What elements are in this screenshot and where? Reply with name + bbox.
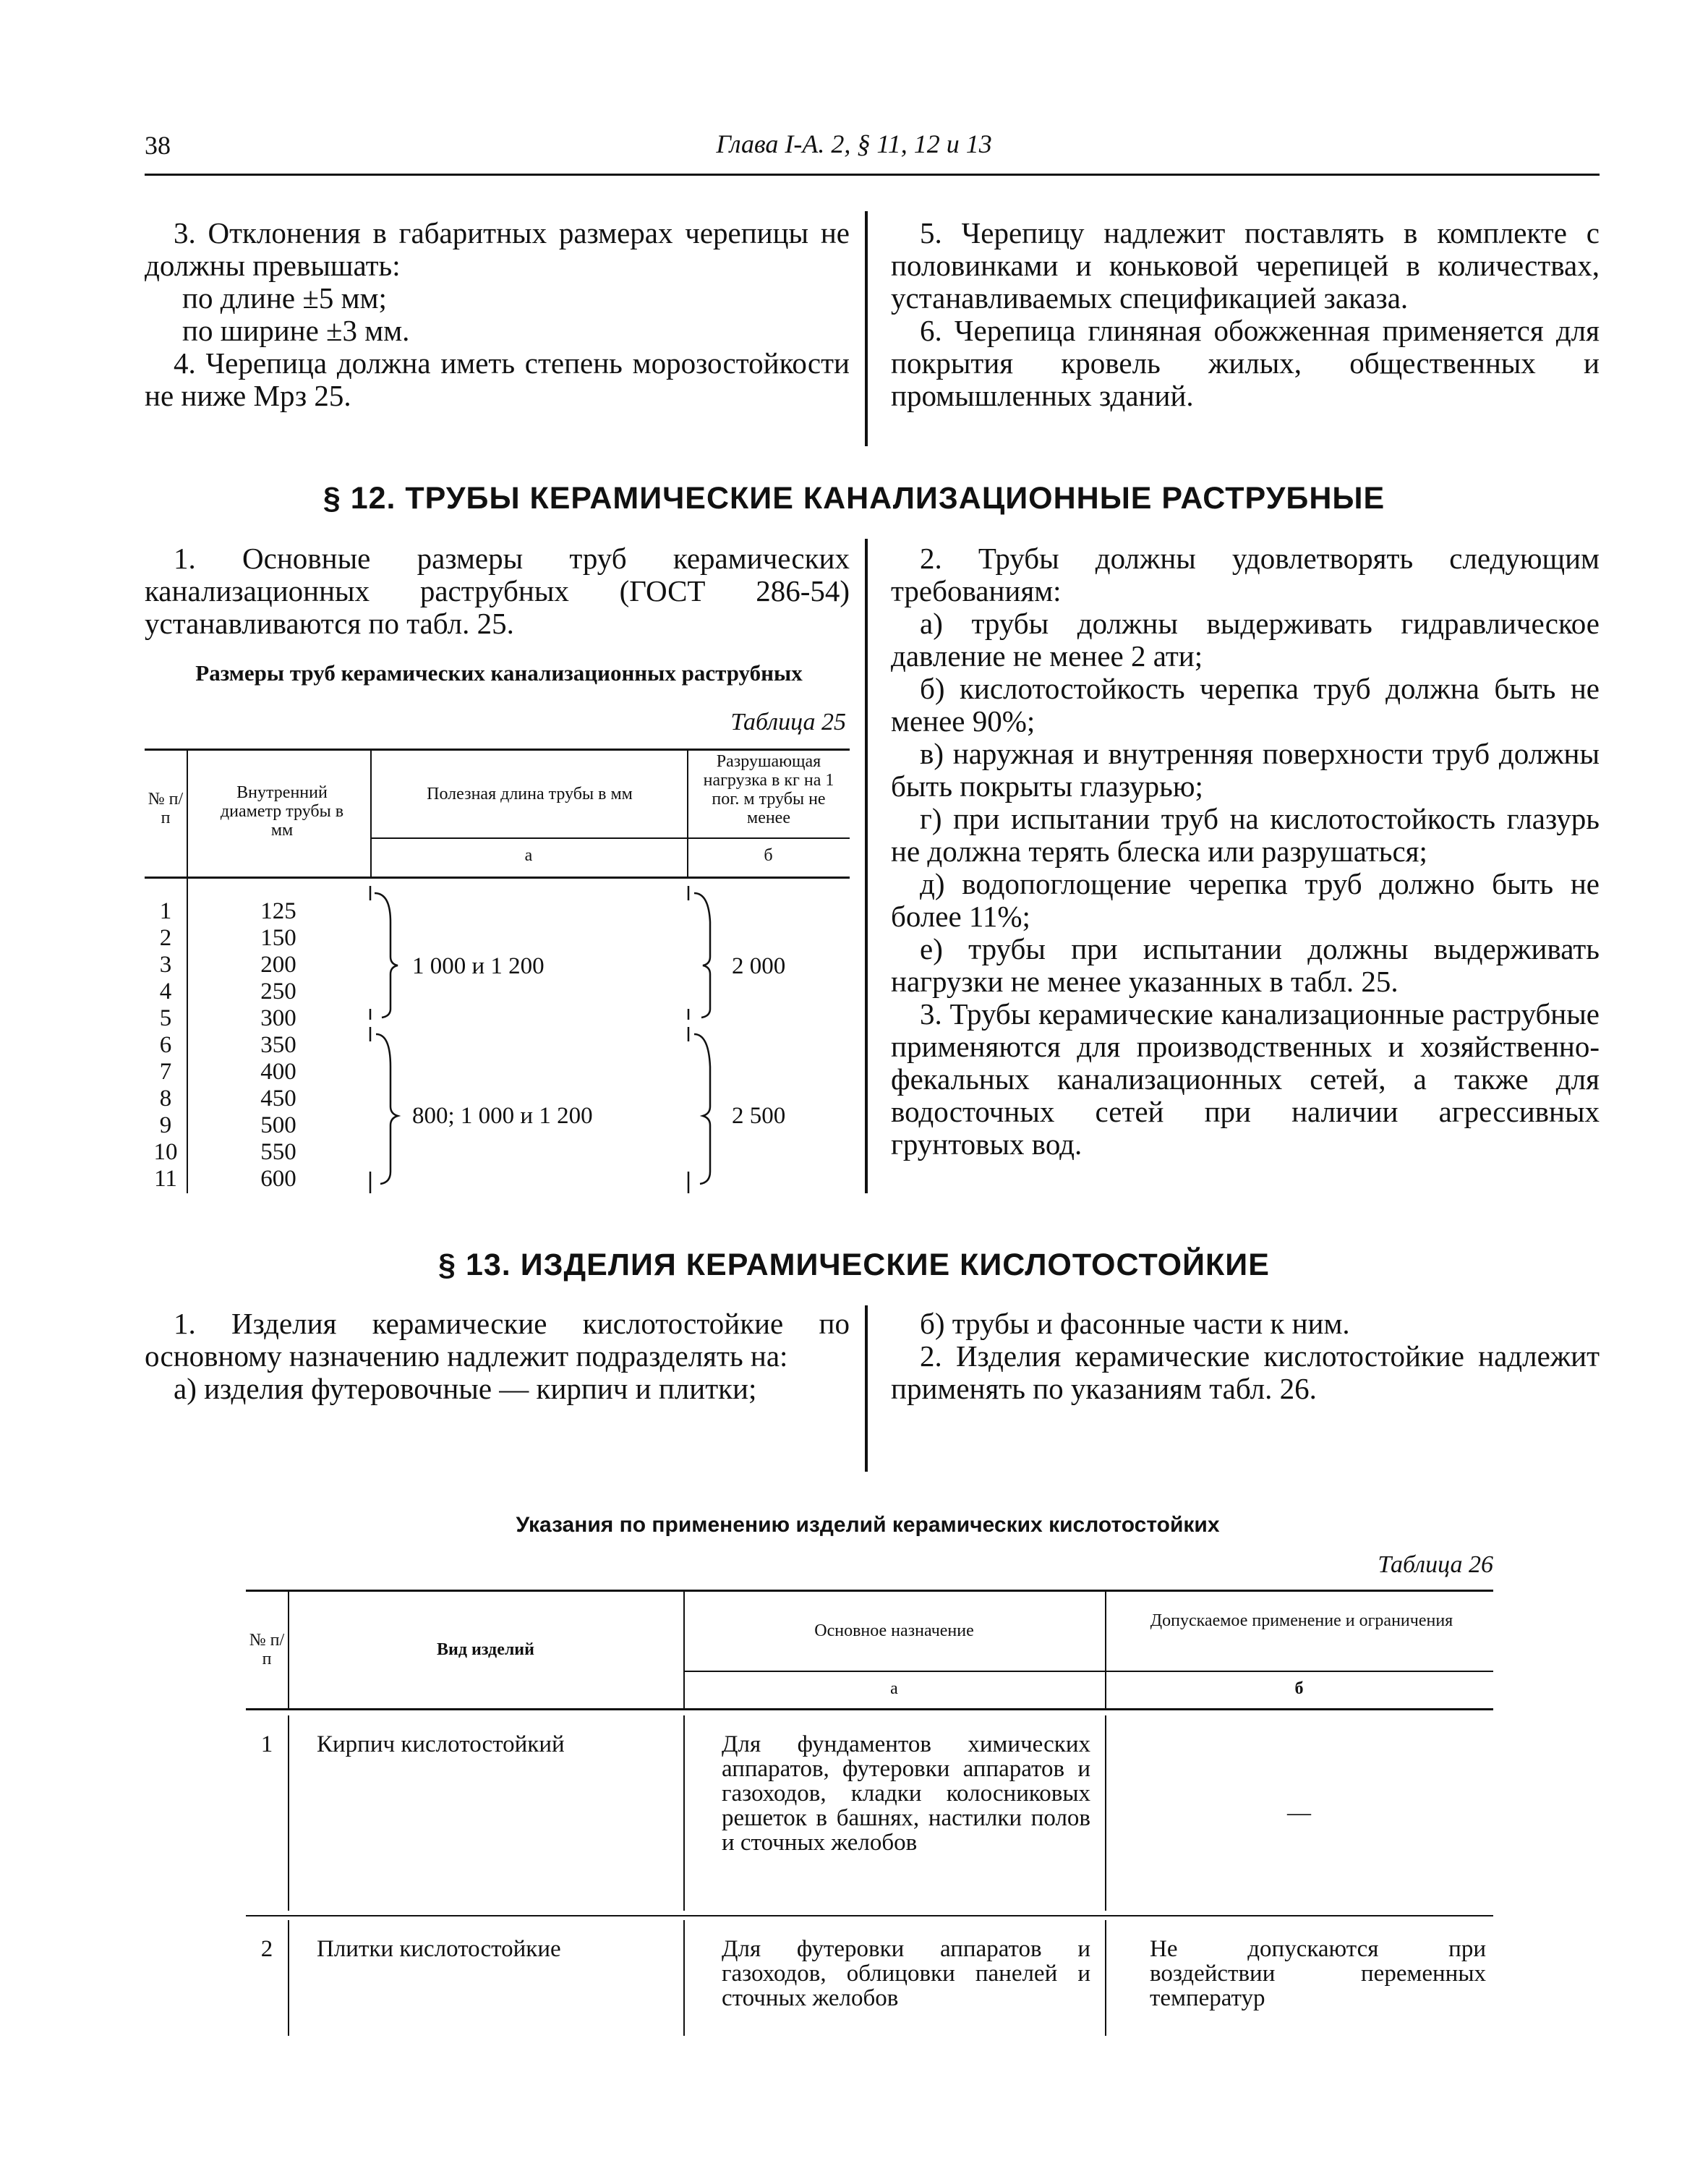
cell: 11 bbox=[154, 1166, 177, 1192]
table26-row2-num: 2 bbox=[260, 1936, 273, 1962]
paragraph: а) изделия футеровочные — кирпич и плитки; bbox=[174, 1372, 757, 1405]
table-rule bbox=[683, 1671, 1493, 1672]
column-separator bbox=[865, 1305, 868, 1472]
cell: 4 bbox=[159, 978, 172, 1005]
running-title: Глава I-А. 2, § 11, 12 и 13 bbox=[716, 129, 992, 158]
table-rule bbox=[145, 749, 850, 751]
table25-group1-length: 1 000 и 1 200 bbox=[412, 953, 545, 979]
section-heading-12: § 12. ТРУБЫ КЕРАМИЧЕСКИЕ КАНАЛИЗАЦИОННЫЕ РАСТРУБНЫЕ bbox=[323, 481, 1385, 516]
paragraph: е) трубы при испытании должны выдерживать нагрузки не менее указанных в табл. 25. bbox=[891, 932, 1600, 998]
paragraph: 1. Изделия керамические кислотостойкие по основному назначению надлежит подразделять на: bbox=[145, 1307, 850, 1373]
table26-row2-kind: Плитки кислотостойкие bbox=[317, 1936, 561, 1962]
paragraph: 5. Черепицу надлежит поставлять в комплекте с половинками и коньковой черепицей в количествах, устанавливаемых спецификацией заказа. bbox=[891, 216, 1600, 315]
table26-header-purpose: Основное назначение bbox=[814, 1621, 974, 1640]
table25-group2-load: 2 500 bbox=[732, 1103, 786, 1129]
cell: 6 bbox=[159, 1032, 172, 1058]
cell: 150 bbox=[260, 925, 296, 951]
table26-header-allowed: Допускаемое применение и ограничения bbox=[1150, 1611, 1453, 1630]
table25-row-num bbox=[145, 898, 187, 1193]
paragraph: б) трубы и фасонные части к ним. bbox=[920, 1307, 1350, 1340]
table26-header-kind: Вид изделий bbox=[437, 1640, 534, 1659]
paragraph: г) при испытании труб на кислотостойкость глазурь не должна терять блеска или разрушаться; bbox=[891, 802, 1600, 868]
section-heading-13: § 13. ИЗДЕЛИЯ КЕРАМИЧЕСКИЕ КИСЛОТОСТОЙКИЕ bbox=[438, 1248, 1270, 1282]
table25-group2-length: 800; 1 000 и 1 200 bbox=[412, 1103, 593, 1129]
table25-number: Таблица 25 bbox=[730, 709, 846, 735]
table25-caption: Размеры труб керамических канализационных раструбных bbox=[195, 660, 803, 686]
table26-row2-purpose: Для футеровки аппаратов и газоходов, облицовки панелей и сточных желобов bbox=[722, 1936, 1090, 2011]
table26-row1-kind: Кирпич кислотостойкий bbox=[317, 1731, 565, 1757]
paragraph: 2. Изделия керамические кислотостойкие надлежит применять по указаниям табл. 26. bbox=[891, 1339, 1600, 1405]
sec12-right-column bbox=[891, 542, 1600, 1161]
column-separator bbox=[865, 211, 868, 446]
cell: 400 bbox=[260, 1059, 296, 1085]
cell: 2 bbox=[159, 925, 172, 951]
table-rule bbox=[370, 837, 850, 839]
paragraph: по длине ±5 мм; bbox=[182, 281, 387, 315]
paragraph: в) наружная и внутренняя поверхности труб должны быть покрыты глазурью; bbox=[891, 737, 1600, 803]
cell: 250 bbox=[260, 978, 296, 1005]
cell: 550 bbox=[260, 1139, 296, 1165]
table25-group1-load: 2 000 bbox=[732, 953, 786, 979]
cell: 9 bbox=[159, 1112, 172, 1138]
table26-subheader-a: а bbox=[890, 1679, 898, 1698]
cell: 7 bbox=[159, 1059, 172, 1085]
paragraph: 3. Трубы керамические канализационные раструбные применяются для производственных и хозяйственно-фекальных канализационных сетей, а также для водосточных сетей при наличии агрессивных грунтовых вод. bbox=[891, 997, 1600, 1161]
sec13-right-column bbox=[891, 1308, 1600, 1405]
paragraph: д) водопоглощение черепка труб должно быть не более 11%; bbox=[891, 867, 1600, 933]
header-rule bbox=[145, 174, 1600, 176]
table26-header-num: № п/п bbox=[249, 1631, 285, 1668]
paragraph: б) кислотостойкость черепка труб должна быть не менее 90%; bbox=[891, 672, 1600, 738]
table25-header-load: Разрушающая нагрузка в кг на 1 пог. м трубы не менее bbox=[703, 752, 834, 827]
cell: 450 bbox=[260, 1086, 296, 1112]
table-rule bbox=[288, 1920, 289, 2036]
cell: 3 bbox=[159, 952, 172, 978]
table26-subheader-b: б bbox=[1294, 1679, 1304, 1698]
table25-header-num: № п/п bbox=[148, 790, 184, 827]
page-number: 38 bbox=[145, 131, 171, 160]
paragraph: 2. Трубы должны удовлетворять следующим требованиям: bbox=[891, 542, 1600, 607]
paragraph: 6. Черепица глиняная обожженная применяется для покрытия кровель жилых, общественных и промышленных зданий. bbox=[891, 314, 1600, 412]
table26-caption: Указания по применению изделий керамических кислотостойких bbox=[516, 1513, 1220, 1537]
table25-diameters bbox=[217, 898, 340, 1193]
cell: 500 bbox=[260, 1112, 296, 1138]
cell: 200 bbox=[260, 952, 296, 978]
table26-row1-purpose: Для фундаментов химических аппаратов, футеровки аппаратов и газоходов, кладки колосниковых решеток в башнях, настилки полов и сточных желобов bbox=[722, 1731, 1090, 1856]
table-rule bbox=[246, 1590, 1493, 1592]
table25-braces bbox=[362, 879, 868, 1197]
cell: 8 bbox=[159, 1086, 172, 1112]
sec11-left-column bbox=[145, 217, 850, 412]
table25-subheader-b: б bbox=[764, 846, 773, 865]
paragraph: а) трубы должны выдерживать гидравлическое давление не менее 2 ати; bbox=[891, 607, 1600, 673]
table-rule bbox=[246, 1708, 1493, 1710]
cell: 10 bbox=[153, 1139, 178, 1165]
table-rule bbox=[1105, 1920, 1106, 2036]
cell: 5 bbox=[159, 1005, 172, 1031]
table-rule bbox=[683, 1715, 685, 1911]
cell: 350 bbox=[260, 1032, 296, 1058]
cell: 300 bbox=[260, 1005, 296, 1031]
table-rule bbox=[187, 749, 188, 1193]
table26-row1-num: 1 bbox=[260, 1731, 273, 1757]
cell: 600 bbox=[260, 1166, 296, 1192]
paragraph: по ширине ±3 мм. bbox=[182, 314, 410, 347]
table-rule bbox=[683, 1920, 685, 2036]
table-rule bbox=[246, 1915, 1493, 1916]
table25-header-length: Полезная длина трубы в мм bbox=[427, 785, 633, 803]
table25-header-diameter: Внутренний диаметр трубы в мм bbox=[220, 783, 344, 840]
table26-number: Таблица 26 bbox=[1378, 1551, 1493, 1578]
paragraph: 4. Черепица должна иметь степень морозостойкости не ниже Мрз 25. bbox=[145, 346, 850, 412]
table26-row1-allowed: — bbox=[1287, 1800, 1311, 1826]
cell: 125 bbox=[260, 898, 296, 924]
table-rule bbox=[288, 1715, 289, 1911]
sec11-right-column bbox=[891, 217, 1600, 412]
cell: 1 bbox=[159, 898, 172, 924]
paragraph: 3. Отклонения в габаритных размерах черепицы не должны превышать: bbox=[145, 216, 850, 282]
paragraph: 1. Основные размеры труб керамических канализационных раструбных (ГОСТ 286-54) устанавливаются по табл. 25. bbox=[145, 542, 850, 640]
sec12-left-intro bbox=[145, 542, 850, 640]
sec13-left-column bbox=[145, 1308, 850, 1405]
table25-subheader-a: а bbox=[524, 846, 533, 865]
table26-row2-allowed: Не допускаются при воздействии переменных температур bbox=[1150, 1936, 1486, 2011]
